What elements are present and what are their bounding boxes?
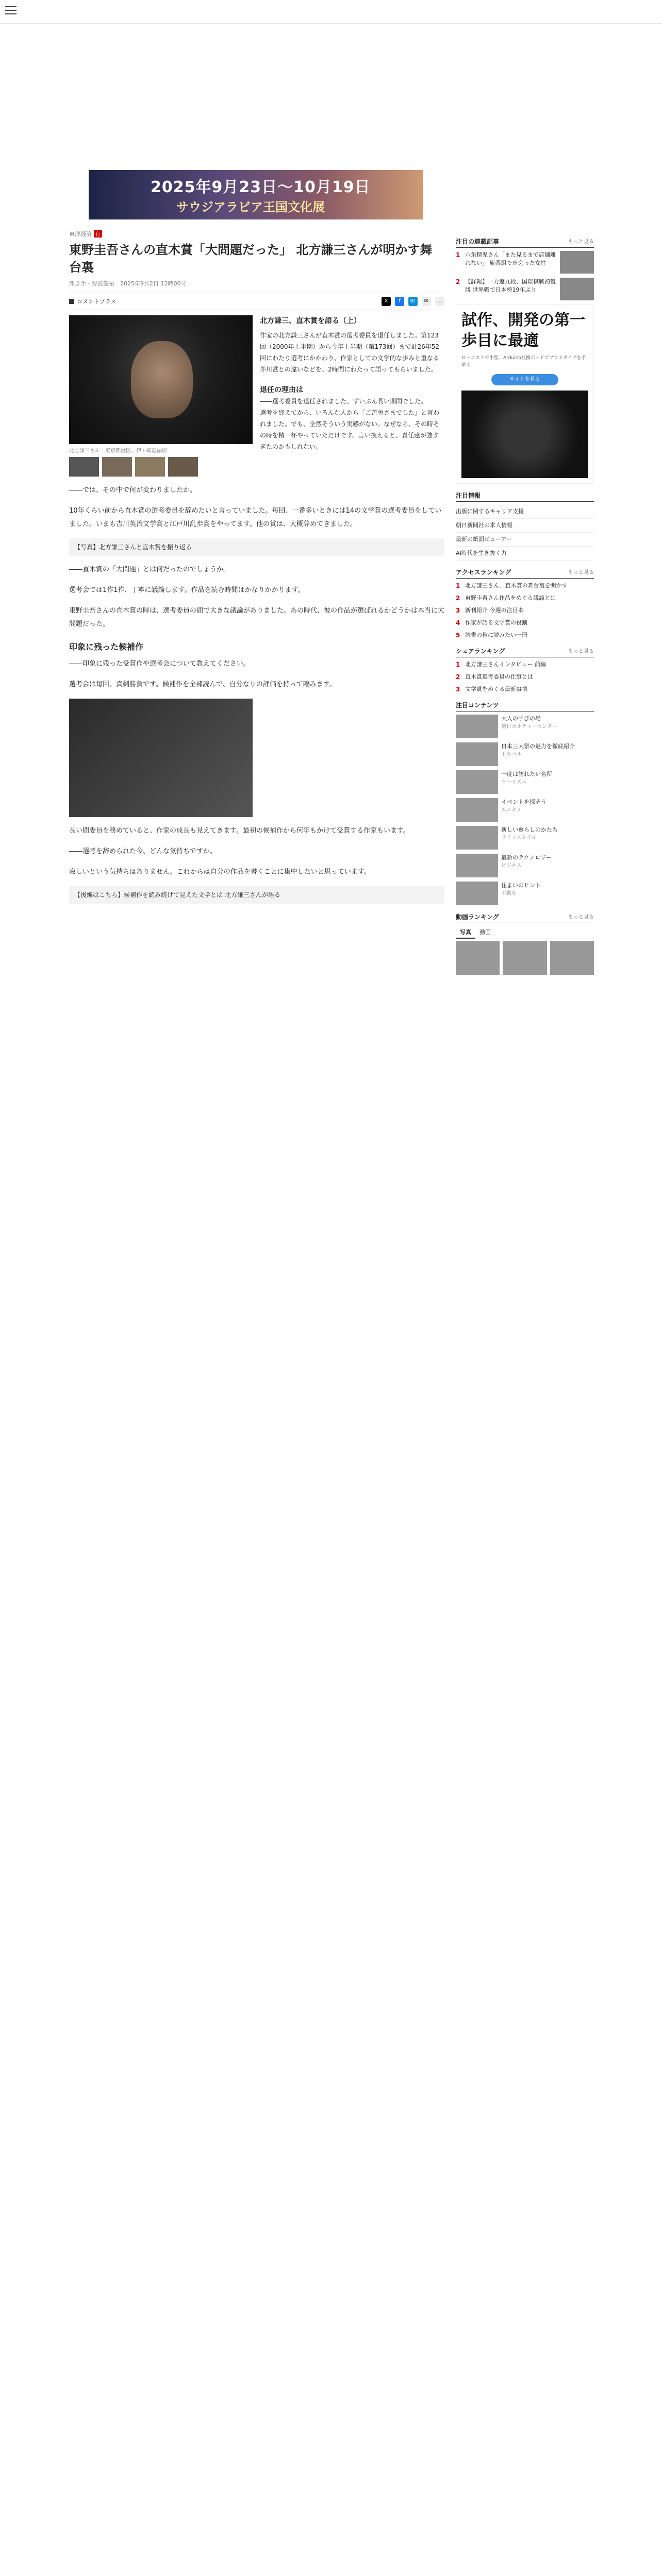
ranking-title[interactable]: 直木賞選考委員の仕事とは: [465, 673, 533, 680]
article-body: [69, 484, 444, 904]
carousel-item[interactable]: [456, 941, 500, 975]
thumbnail-2[interactable]: [102, 457, 132, 477]
article-meta: 聞き手・野波健祐 2025年9月2日 12時00分: [69, 280, 187, 287]
paragraph: ――印象に残った受賞作や選考会について教えてください。: [69, 660, 250, 668]
comment-icon: [69, 299, 74, 304]
carousel-item[interactable]: [503, 941, 547, 975]
sidebar: [456, 230, 594, 979]
sidebar-heading: [456, 701, 594, 711]
ranking-item[interactable]: [456, 685, 594, 693]
paragraph: ――では、その中で何が変わりましたか。: [69, 486, 197, 494]
ranking-item[interactable]: [456, 673, 594, 681]
facebook-share-icon[interactable]: f: [395, 297, 404, 306]
banner-subtitle: サウジアラビア王国文化展: [176, 200, 325, 214]
paragraph: 10年くらい前から直木賞の選考委員を辞めたいと言っていました。毎回、一番多いときには14の文学賞の選考委員をしていました。いまも吉川英治文学賞と江戸川乱歩賞をやってます。他の賞は、大概辞めてきました。: [69, 507, 442, 528]
advertisement[interactable]: [456, 304, 594, 484]
content-title[interactable]: 住まいのヒント: [501, 882, 541, 889]
ranking-title[interactable]: 文学賞をめぐる最新事情: [465, 686, 527, 692]
ranking-title[interactable]: 作家が語る文学賞の役割: [465, 619, 527, 626]
breadcrumb[interactable]: [69, 230, 444, 238]
paragraph: 東野圭吾さんの直木賞の時は、選考委員の間で大きな議論がありました。あの時代、彼の作品が選ばれるかどうかは本当に大問題だった。: [69, 607, 445, 628]
section-heading-2: 印象に残った候補作: [69, 642, 144, 652]
next-article-link[interactable]: 【後編はこちら】候補作を読み続けて見えた文学とは 北方謙三さんが語る: [69, 886, 444, 904]
menu-icon[interactable]: [5, 6, 16, 14]
sidebar-heading-label: 注目コンテンツ: [456, 702, 499, 709]
tab-photo[interactable]: 写真: [456, 926, 475, 939]
author-portrait[interactable]: [69, 315, 253, 444]
sidebar-heading: [456, 912, 594, 923]
sidebar-heading: [456, 568, 594, 579]
rank-number: 2: [456, 673, 460, 681]
ranking-title[interactable]: 新刊紹介 今週の注目本: [465, 607, 524, 614]
hero-section: [69, 315, 444, 477]
news-thumbnail[interactable]: [560, 278, 594, 300]
news-item[interactable]: [456, 278, 594, 300]
more-link[interactable]: もっと見る: [568, 570, 594, 575]
content-thumbnail[interactable]: [456, 798, 498, 822]
content-source: ビジネス: [501, 863, 522, 869]
banner-title: 2025年9月23日〜10月19日: [151, 178, 371, 196]
photo-caption: 北方謙三さん＝東京都港区、伊ヶ崎忍撮影: [69, 448, 167, 454]
content-source: エンタメ: [501, 807, 522, 813]
content-item[interactable]: [456, 826, 594, 850]
ranking-item[interactable]: [456, 619, 594, 627]
carousel-item[interactable]: [550, 941, 594, 975]
content-title[interactable]: 最新のテクノロジー: [501, 854, 552, 861]
thumbnail-1[interactable]: [69, 457, 99, 477]
paragraph: ――直木賞の「大問題」とは何だったのでしょうか。: [69, 566, 230, 573]
ranking-item[interactable]: [456, 582, 594, 590]
content-item[interactable]: [456, 715, 594, 738]
list-item[interactable]: 最新の紙面ビューアー: [456, 533, 594, 547]
rank-number: 1: [456, 582, 460, 589]
comment-plus-link[interactable]: コメントプラス: [77, 298, 117, 305]
ad-board-image: [461, 391, 588, 478]
content-item[interactable]: [456, 882, 594, 905]
more-link[interactable]: もっと見る: [568, 239, 594, 245]
sidebar-heading-label: アクセスランキング: [456, 569, 511, 576]
lead-box: [260, 315, 444, 477]
content-title[interactable]: 新しい暮らしのかたち: [501, 826, 558, 833]
content-thumbnail[interactable]: [456, 854, 498, 877]
pickup-list: [456, 505, 594, 561]
sidebar-heading-label: 注目の連載記事: [456, 238, 500, 245]
list-item[interactable]: 出版に関するキャリア支援: [456, 505, 594, 519]
news-item[interactable]: [456, 251, 594, 274]
content-title[interactable]: イベントを探そう: [501, 799, 547, 805]
content-item[interactable]: [456, 798, 594, 822]
rank-number: 2: [456, 595, 460, 602]
news-title[interactable]: 【詳報】一力遼九段、国際棋戦初優勝 世界戦で日本勢19年ぶり: [465, 278, 556, 293]
ranking-title[interactable]: 北方謙三さん、直木賞の舞台裏を明かす: [465, 582, 568, 589]
rank-number: 3: [456, 607, 460, 614]
paid-badge: 有: [94, 230, 102, 238]
more-link[interactable]: もっと見る: [568, 914, 594, 920]
ranking-title[interactable]: 東野圭吾さん作品をめぐる議論とは: [465, 595, 556, 601]
rank-number: 4: [456, 619, 460, 626]
related-link[interactable]: 【写真】北方謙三さんと直木賞を振り返る: [69, 538, 444, 556]
news-thumbnail[interactable]: [560, 251, 594, 274]
sidebar-heading: [456, 647, 594, 657]
media-tabs: [456, 926, 594, 939]
content-title[interactable]: 日本三大祭の魅力を徹底紹介: [501, 743, 575, 750]
paragraph: 選考会では1作1作、丁寧に議論します。作品を読む時間はかなりかかります。: [69, 586, 305, 594]
thumbnail-3[interactable]: [135, 457, 165, 477]
content-item[interactable]: [456, 742, 594, 766]
series-title: 北方謙三、直木賞を語る（上）: [260, 317, 361, 325]
ranking-item[interactable]: [456, 606, 594, 615]
article-toolbar: [69, 293, 444, 310]
list-item[interactable]: AI時代を生き抜く力: [456, 547, 594, 561]
sidebar-heading-label: 動画ランキング: [456, 913, 499, 921]
sidebar-heading-label: シェアランキング: [456, 648, 505, 655]
main-column: [69, 230, 444, 911]
content-item[interactable]: [456, 854, 594, 877]
ranking-title[interactable]: 北方謙三さんインタビュー 前編: [465, 661, 547, 668]
thumbnail-4[interactable]: [168, 457, 198, 477]
hero-photo[interactable]: [69, 315, 253, 477]
more-link[interactable]: もっと見る: [568, 649, 594, 654]
rank-number: 1: [456, 661, 460, 668]
content-source: ツーリズム: [501, 779, 527, 785]
content-thumbnail[interactable]: [456, 742, 498, 766]
list-item[interactable]: 朝日新聞社の求人情報: [456, 519, 594, 533]
ad-text: ローコストで小型、Arduino互換ボードでプロトタイプを手早く: [461, 355, 586, 368]
breadcrumb-section[interactable]: 東洋経済: [69, 231, 92, 238]
ad-headline: 試作、開発の第一歩目に最適: [461, 311, 585, 350]
news-title[interactable]: 六角精児さん「また見るまで店舗離れない」 旅番組で出会った女性: [465, 251, 556, 266]
more-share-icon[interactable]: …: [435, 297, 444, 306]
paragraph: 寂しいという気持ちはありません。これからは自分の作品を書くことに集中したいと思っています。: [69, 868, 371, 876]
ranking-title[interactable]: 読書の秋に読みたい一冊: [465, 632, 527, 638]
lead-text: 作家の北方謙三さんが直木賞の選考委員を退任しました。第123回（2000年上半期）から今年上半期（第173回）まで計26年52回にわたり選考にかかわり、作家としての文学的な歩みと重なる芥川賞との違いなどを、2時間にわたって語ってもらいました。: [260, 332, 440, 373]
content-source: ライフスタイル: [501, 835, 537, 841]
x-share-icon[interactable]: X: [382, 297, 391, 306]
content-thumbnail[interactable]: [456, 826, 498, 850]
content-source: 朝日カルチャーセンター: [501, 724, 558, 730]
ad-button[interactable]: サイトを見る: [491, 374, 558, 385]
rank-number: 1: [456, 251, 460, 259]
paragraph: ――選考委員を退任されました。ずいぶん長い期間でした。: [260, 398, 427, 405]
photo-thumbnails: [69, 457, 253, 477]
ranking-item[interactable]: [456, 631, 594, 639]
rank-number: 5: [456, 632, 460, 639]
content-title[interactable]: 一度は訪れたい名所: [501, 771, 552, 777]
portrait-face: [131, 341, 193, 418]
inline-photo[interactable]: [69, 699, 253, 817]
paragraph: 選考を終えてから、いろんな人から「ご苦労さまでした」と言われました。でも、全然そういう実感がない。なぜなら、その時その時を精一杯やっていただけです。言い換えると、責任感が強すぎたのかもしれない。: [260, 409, 440, 450]
content-thumbnail[interactable]: [456, 882, 498, 905]
tab-video[interactable]: 動画: [479, 929, 491, 936]
section-heading-1: 退任の理由は: [260, 386, 303, 394]
paragraph: ――選考を辞められた今、どんな気持ちですか。: [69, 848, 217, 855]
article-title: 東野圭吾さんの直木賞「大問題だった」 北方謙三さんが明かす舞台裏: [69, 243, 433, 275]
paragraph: 選考会は毎回、真剣勝負です。候補作を全部読んで、自分なりの評価を持って臨みます。: [69, 681, 336, 688]
ranking-item[interactable]: [456, 594, 594, 602]
mail-share-icon[interactable]: ✉: [422, 297, 431, 306]
content-item[interactable]: [456, 770, 594, 794]
top-bar: [0, 0, 662, 24]
sidebar-heading: [456, 491, 594, 502]
content-title[interactable]: 大人の学びの場: [501, 715, 541, 722]
content-source: トラベル: [501, 752, 522, 757]
rank-number: 3: [456, 686, 460, 693]
content-thumbnail[interactable]: [456, 770, 498, 794]
hatena-share-icon[interactable]: B!: [408, 297, 418, 306]
rank-number: 2: [456, 278, 460, 285]
sidebar-heading-label: 注目情報: [456, 492, 481, 499]
event-banner[interactable]: [89, 170, 423, 219]
content-thumbnail[interactable]: [456, 715, 498, 738]
ranking-item[interactable]: [456, 660, 594, 669]
paragraph: 長い間委員を務めていると、作家の成長も見えてきます。最初の候補作から何年もかけて受賞する作家もいます。: [69, 827, 410, 835]
media-carousel: [456, 941, 594, 975]
content-source: 不動産: [501, 891, 517, 896]
sidebar-heading: [456, 237, 594, 248]
